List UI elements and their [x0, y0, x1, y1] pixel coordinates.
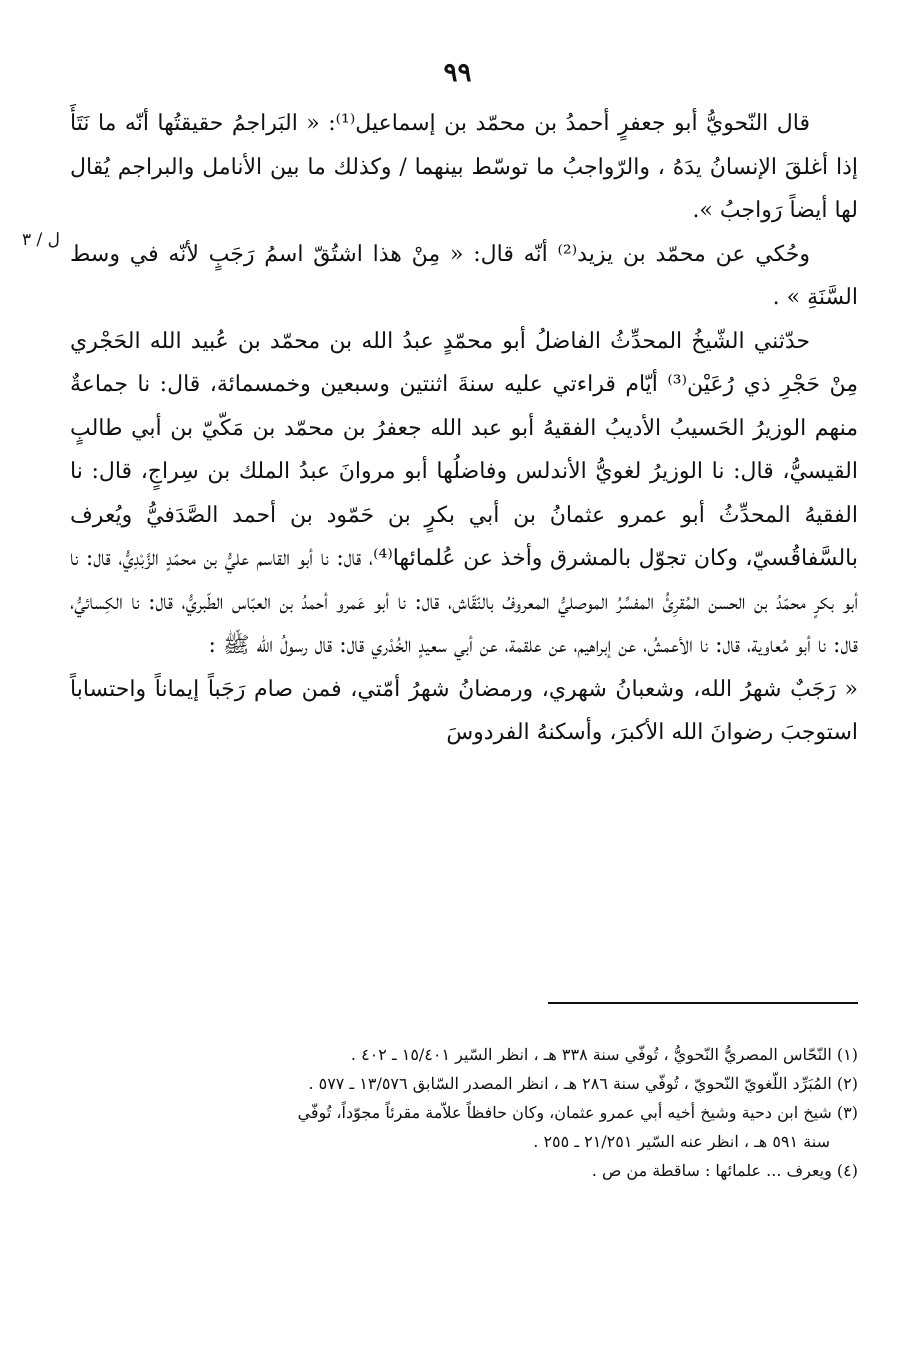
paragraph-text: « رَجَبٌ شهرُ الله، وشعبانُ شهري، ورمضانُ شهرُ أمّتي، فمن صام رَجَباً إيماناً واحتساباً استوجبَ رضوانَ الله الأكبرَ، وأسكنهُ الفردوسَ	[70, 676, 858, 745]
footnote-3-line-2: سنة ٥٩١ هـ ، انظر عنه السّير ٢١/٢٥١ ـ ٢٥٥ .	[533, 1132, 830, 1151]
footnote-2: (٢) المُبَرِّد اللّغويّ النّحويّ ، تُوفّي سنة ٢٨٦ هـ ، انظر المصدر السّابق ١٣/٥٧٦ ـ ٥٧٧ .	[308, 1074, 858, 1093]
manuscript-folio-marker: ل / ٣	[22, 230, 61, 250]
footnote-4: (٤) ويعرف ... علمائها : ساقطة من ص .	[591, 1161, 858, 1180]
footnote-3	[70, 1098, 858, 1156]
main-text	[70, 102, 858, 755]
paragraph-hadith-text	[70, 668, 858, 755]
paragraph-grammarian-quote	[70, 102, 858, 233]
paragraph-text: قال النّحويُّ أبو جعفرٍ أحمدُ بن محمّد بن إسماعيل⁽¹⁾: « البَراجمُ حقيقتُها أنّه ما نَتَأَ إذا أغلقَ الإنسانُ يدَهُ ، والرّواجبُ ما توسّط بينهما / وكذلك ما بين الأنامل والبراجم يُقال لها أيضاً رَواجبُ ».	[70, 111, 858, 223]
paragraph-isnad-chain	[70, 320, 858, 668]
footnote-1: (١) النّحّاس المصريُّ النّحويُّ ، تُوفّي سنة ٣٣٨ هـ ، انظر السّير ١٥/٤٠١ ـ ٤٠٢ .	[350, 1045, 858, 1064]
paragraph-text: وحُكي عن محمّد بن يزيد⁽²⁾ أنّه قال: « مِنْ هذا اشتُقّ اسمُ رَجَبٍ لأنّه في وسط السَّنَةِ » .	[70, 241, 858, 310]
page-number: ٩٩	[443, 58, 472, 88]
paragraph-muhammad-ibn-yazid	[70, 233, 858, 320]
footnote-3-line-1: (٣) شيخ ابن دحية وشيخ أخيه أبي عمرو عثمان، وكان حافظاً علاّمة مقرئاً مجوّداً، تُوفّي	[297, 1103, 858, 1122]
paragraph-text: حدّثني الشّيخُ المحدِّثُ الفاضلُ أبو محمّدٍ عبدُ الله بن محمّد بن عُبيد الله الحَجْري مِنْ حَجْرِ ذي رُعَيْن⁽³⁾ أيّام قراءتي عليه سنةَ اثنتين وسبعين وخمسمائة، قال: نا جماعةٌ منهم الوزيرُ الحَسيبُ الأديبُ الفقيهُ أبو عبد الله جعفرُ بن محمّد بن مَكّيّ بن أبي طالبٍ القيسيُّ، قال: نا الوزيرُ لغويُّ الأندلس وفاضلُها أبو مروانَ عبدُ الملك بن سِراجٍ، قال: نا الفقيهُ المحدِّثُ أبو عمرو عثمانُ بن أبي بكرٍ بن حَمّود بن أحمد الصَّدَفيُّ ويُعرف بالسَّفاقُسيّ، وكان تجوّل بالمشرق وأخذ عن عُلمائها⁽⁴⁾، قال: نا أبو القاسم عليُّ بن محمّدٍ الزَّبْدِيُّ، قال: نا أبو بكرٍ محمّدُ بن الحسن المُقرِئُ المفسِّرُ الموصليُّ المعروفُ بالنّقّاش، قال: نا أبو عَمرو أحمدُ بن العبّاس الطّبريُّ، قال: نا الكِسائيُّ، قال: نا أبو مُعاوية، قال: نا الأعمشُ، عن إبراهيم، عن علقمة، عن أبي سعيدٍ الخُدْري قال: قال رسولُ الله ﷺ :	[70, 328, 858, 658]
footnote-separator	[548, 1002, 858, 1004]
footnotes	[70, 1040, 858, 1185]
